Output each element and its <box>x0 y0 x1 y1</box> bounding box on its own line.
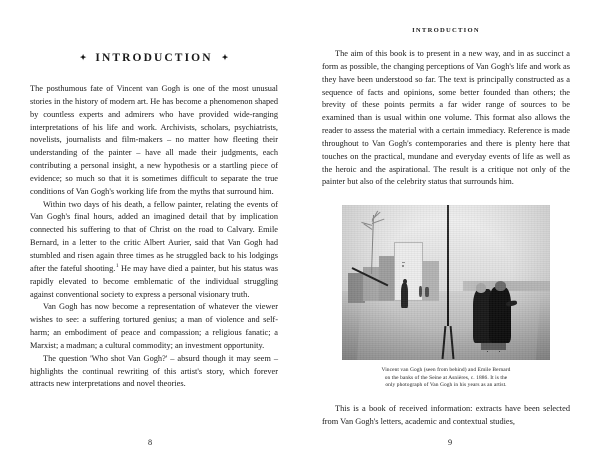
right-page-body <box>322 48 570 189</box>
paragraph: This is a book of received information: extracts have been selected from Van Gogh's letters, academic and contextual studies, <box>322 404 570 426</box>
paragraph: The question 'Who shot Van Gogh?' – absurd though it may seem – highlights the continual rewriting of this artist's story, which forever attracts new interpretations and novel theories. <box>30 353 278 389</box>
photo-figure-bernard <box>489 287 511 343</box>
photograph-caption <box>347 367 545 390</box>
caption-line: Vincent van Gogh (seen from behind) and Emile Bernard <box>381 367 511 374</box>
photo-standing-figure <box>401 283 408 308</box>
left-page-body <box>30 83 278 391</box>
footnote-marker: 1 <box>115 263 119 270</box>
photo-figure-head <box>495 281 506 291</box>
photograph-figure <box>322 205 570 390</box>
right-page-body-after-figure <box>322 403 570 429</box>
chapter-title-text: INTRODUCTION <box>95 52 213 64</box>
photo-tree-branch <box>372 218 385 223</box>
photo-distant-figure <box>419 286 422 297</box>
paragraph: Van Gogh has now become a representation of whatever the viewer wishes to see: a suffering tortured genius; a man of violence and self-harm; an embodiment of peace and compassion; a religious fanatic; a Marxist; a madman; a cultural commodity; an investment opportunity. <box>30 302 278 350</box>
photo-figure-head <box>476 283 487 293</box>
running-head: INTRODUCTION <box>412 27 480 34</box>
diamond-ornament-right-icon: ✦ <box>221 52 229 62</box>
photo-lamp-post <box>447 205 449 326</box>
caption-line: only photograph of Van Gogh in his years as an artist. <box>385 382 507 389</box>
photo-bench-leg <box>499 351 501 352</box>
paragraph <box>30 199 278 302</box>
photo-distant-figure <box>425 287 428 296</box>
chapter-title <box>30 52 278 64</box>
paragraph-text: Within two days of his death, a fellow painter, relating the events of Van Gogh's final hours, added an imagined detail that by implication connected his suffering to that of Christ on the road to Calvary. Emile Bernard, in a letter to the critic Albert Aurier, said that Van Gogh had stumbled and risen again three times as he struggled back to his lodgings after the fateful shooting. <box>30 199 278 273</box>
photo-seated-figures <box>473 283 515 348</box>
photograph-van-gogh-bernard-asnieres <box>342 205 550 360</box>
folio-right: 9 <box>447 438 453 447</box>
photo-building-window <box>402 265 404 266</box>
photo-building-window <box>402 262 404 264</box>
photo-bare-tree <box>354 208 391 273</box>
paragraph: The aim of this book is to present in a new way, and in as succinct a form as possible, the changing perceptions of Van Gogh's life and work as they have been understood so far. The text is principally constructed as a sequence of facts and opinions, some better founded than others; the brevity of these points permits a far wider range of sources to be examined than is usual within one volume. This format also allows the reader to assess the material with a certain immediacy. Reference is made throughout to Van Gogh's contemporaries and there is plenty here that touches on the practical, mundane and everyday events of life as well as the heroic and the aspirational. The result is a critique not only of the painter but also of the celebrity status that surrounds him. <box>322 49 570 187</box>
photo-bench-leg <box>487 351 489 352</box>
paragraph: The posthumous fate of Vincent van Gogh is one of the most unusual stories in the history of modern art. He has become a phenomenon shaped by countless experts and admirers who have provided wide-ranging interpretations of his life and work. Archivists, scholars, psychiatrists, novelists, journalists and film-makers – no matter how fleeting their understanding of the painter – have all made their judgments, each contributing a personal insight, a new hypothesis or a startling piece of evidence; so much so that it is sometimes difficult to separate the true conditions of Van Gogh's working life from the myths that surround him. <box>30 84 278 196</box>
right-page <box>300 0 600 470</box>
diamond-ornament-left-icon: ✦ <box>79 52 87 62</box>
folio-left: 8 <box>147 438 153 447</box>
caption-line: on the banks of the Seine at Asnières, c. 1886. It is the <box>384 374 508 381</box>
paragraph-text-continued: He may have died a painter, but his status was rapidly elevated to become emblematic of the individual struggling against conventional society to express a personal visionary truth. <box>30 263 278 299</box>
